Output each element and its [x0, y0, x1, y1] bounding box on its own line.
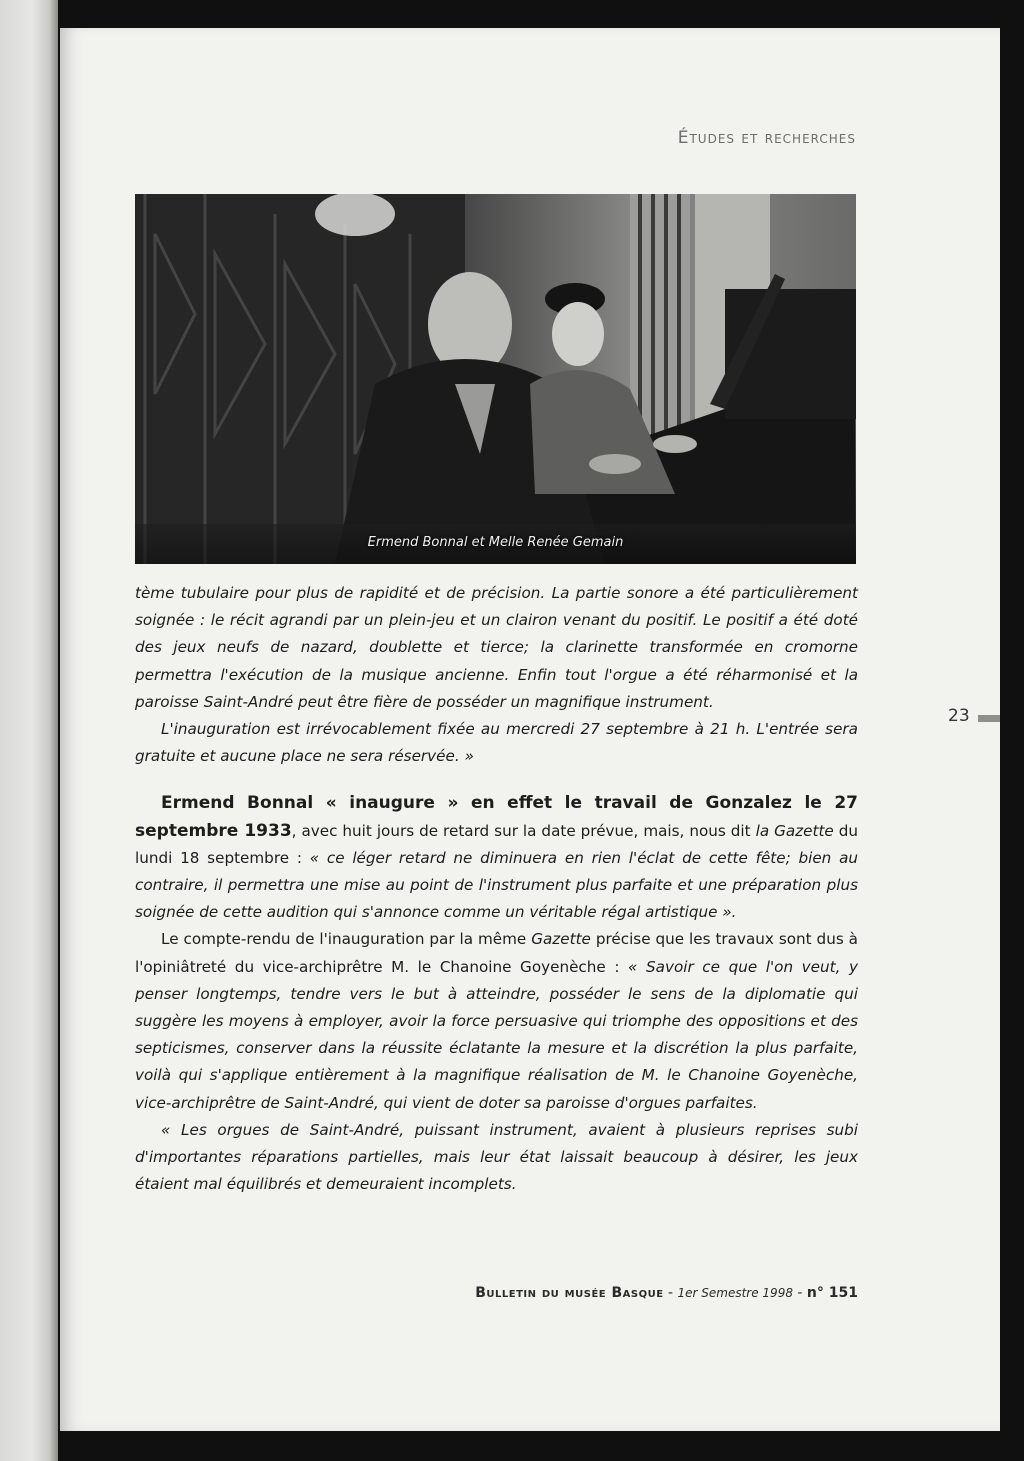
body-span: précise que les travaux sont dus à l'opiniâtreté du vice-archiprêtre M. le Chanoine Goyenèche : [135, 930, 858, 976]
paragraph [135, 790, 858, 926]
semester: 1er Semestre 1998 [677, 1286, 793, 1300]
journal-name: Bulletin du musée Basque [475, 1285, 664, 1301]
photo-caption: Ermend Bonnal et Melle Renée Gemain [367, 535, 624, 550]
footer [475, 1285, 858, 1301]
page [60, 28, 1000, 1431]
body-span: du lundi 18 septembre : [135, 821, 858, 867]
journal-title: Gazette [531, 930, 591, 949]
issue-number: n° 151 [806, 1285, 858, 1301]
running-head: Études et recherches [677, 128, 856, 148]
quote-text: « Savoir ce que l'on veut, y penser longtemps, tendre vers le but à atteindre, posséder le sens de la diplomatie qui suggère les moyens à employer, avoir la force persuasive qui triomphe des oppositions et des septicismes, conserver dans la réussite éclatante la mesure et la discrétion la plus parfaite, voilà qui s'applique entièrement à la magnifique réalisation de M. le Chanoine Goyenèche, vice-archiprêtre de Saint-André, qui vient de doter sa paroisse d'orgues parfaites. [135, 957, 859, 1112]
page-number: 23 [948, 706, 970, 726]
body-span: Le compte-rendu de l'inauguration par la même [161, 930, 532, 949]
body-span: , avec huit jours de retard sur la date prévue, mais, nous dit [291, 821, 756, 840]
quote-text: L'inauguration est irrévocablement fixée au mercredi 27 septembre à 21 h. L'entrée sera gratuite et aucune place ne sera réservée. » [135, 720, 858, 766]
previous-page-edge [0, 0, 58, 1461]
paragraph [135, 580, 858, 716]
body-text [135, 580, 858, 1198]
page-tab-marker [978, 715, 1000, 722]
separator: - [792, 1285, 807, 1301]
paragraph [135, 926, 858, 1116]
photograph [135, 194, 856, 564]
paragraph [135, 716, 858, 770]
lead-text: Ermend Bonnal « inaugure » en effet le travail de Gonzalez le 27 septembre 1933 [135, 793, 858, 841]
quote-text: tème tubulaire pour plus de rapidité et de précision. La partie sonore a été particulièrement soignée : le récit agrandi par un plein-jeu et un clairon venant du positif. Le positif a été doté des jeux neufs de nazard, doublette et tierce; la clarinette transformée en cromorne permettra l'exécution de la musique ancienne. Enfin tout l'orgue a été réharmonisé et la paroisse Saint-André peut être fière de posséder un magnifique instrument. [135, 584, 858, 711]
separator: - [663, 1285, 678, 1301]
quote-text: « Les orgues de Saint-André, puissant instrument, avaient à plusieurs reprises subi d'importantes réparations partielles, mais leur état laissait beaucoup à désirer, les jeux étaient mal équilibrés et demeuraient incomplets. [135, 1120, 858, 1194]
journal-title: la Gazette [755, 821, 834, 840]
paragraph [135, 1117, 858, 1199]
quote-text: « ce léger retard ne diminuera en rien l'éclat de cette fête; bien au contraire, il permettra une mise au point de l'instrument plus parfaite et une préparation plus soignée de cette audition qui s'annonce comme un véritable régal artistique ». [135, 848, 858, 922]
photo-organists-icon [135, 194, 856, 564]
